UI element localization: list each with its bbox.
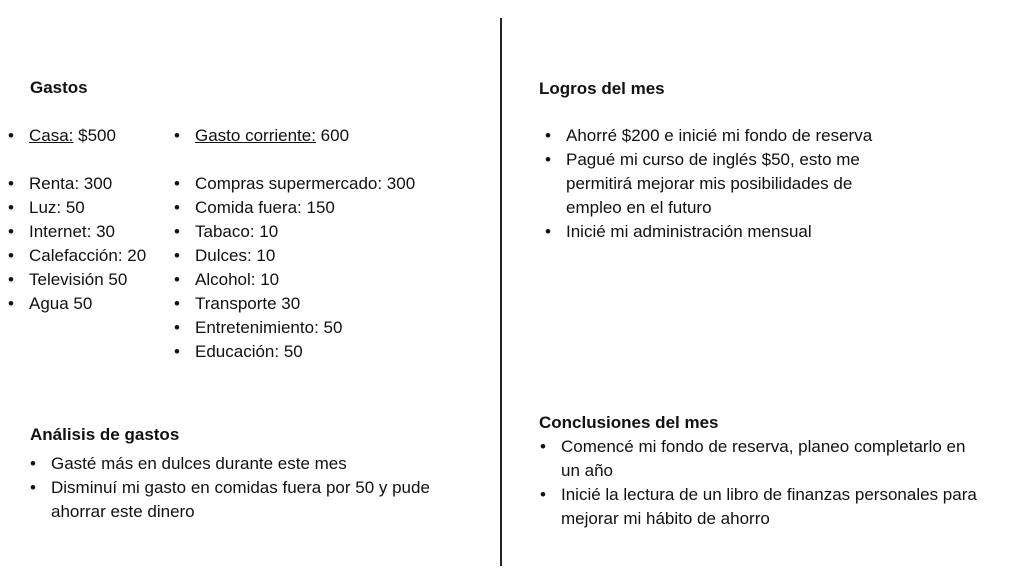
list-item: • Dulces: 10	[172, 244, 492, 268]
list-item: • Calefacción: 20	[6, 244, 171, 268]
list-item: • Ahorré $200 e inicié mi fondo de reserva	[543, 124, 903, 148]
list-item: • Pagué mi curso de inglés $50, esto me permitirá mejorar mis posibilidades de empleo en el futuro	[543, 148, 903, 220]
conclusiones-heading: Conclusiones del mes	[539, 413, 719, 432]
list-item: • Entretenimiento: 50	[172, 316, 492, 340]
list-item: • Luz: 50	[6, 196, 171, 220]
list-item: • Disminuí mi gasto en comidas fuera por 50 y pude ahorrar este dinero	[28, 476, 438, 524]
logros-list	[543, 124, 903, 244]
current-expenses-label: Gasto corriente:	[195, 126, 316, 145]
list-item: • Inicié la lectura de un libro de finanzas personales para mejorar mi hábito de ahorro	[538, 483, 978, 531]
conclusiones-list	[538, 435, 978, 531]
list-item: • Educación: 50	[172, 340, 492, 364]
list-item: • Gasté más en dulces durante este mes	[28, 452, 438, 476]
fixed-expenses-total	[6, 124, 171, 148]
current-expenses-list	[172, 124, 492, 364]
list-item: • Alcohol: 10	[172, 268, 492, 292]
list-item: • Inicié mi administración mensual	[543, 220, 903, 244]
fixed-expenses-list	[6, 124, 171, 316]
list-item: • Renta: 300	[6, 172, 171, 196]
list-item: • Compras supermercado: 300	[172, 172, 492, 196]
list-item: • Televisión 50	[6, 268, 171, 292]
gastos-heading: Gastos	[30, 78, 88, 97]
logros-heading: Logros del mes	[539, 79, 665, 98]
current-expenses-amount: 600	[315, 126, 350, 145]
vertical-divider	[500, 18, 502, 566]
list-item: • Agua 50	[6, 292, 171, 316]
analisis-heading: Análisis de gastos	[30, 425, 180, 444]
list-item: • Internet: 30	[6, 220, 171, 244]
list-item: • Comencé mi fondo de reserva, planeo completarlo en un año	[538, 435, 978, 483]
list-item: • Transporte 30	[172, 292, 492, 316]
current-expenses-total	[172, 124, 492, 148]
list-item: • Tabaco: 10	[172, 220, 492, 244]
fixed-expenses-amount: $500	[73, 126, 116, 145]
fixed-expenses-label: Casa:	[29, 126, 74, 145]
analisis-list	[28, 452, 438, 524]
list-item: • Comida fuera: 150	[172, 196, 492, 220]
